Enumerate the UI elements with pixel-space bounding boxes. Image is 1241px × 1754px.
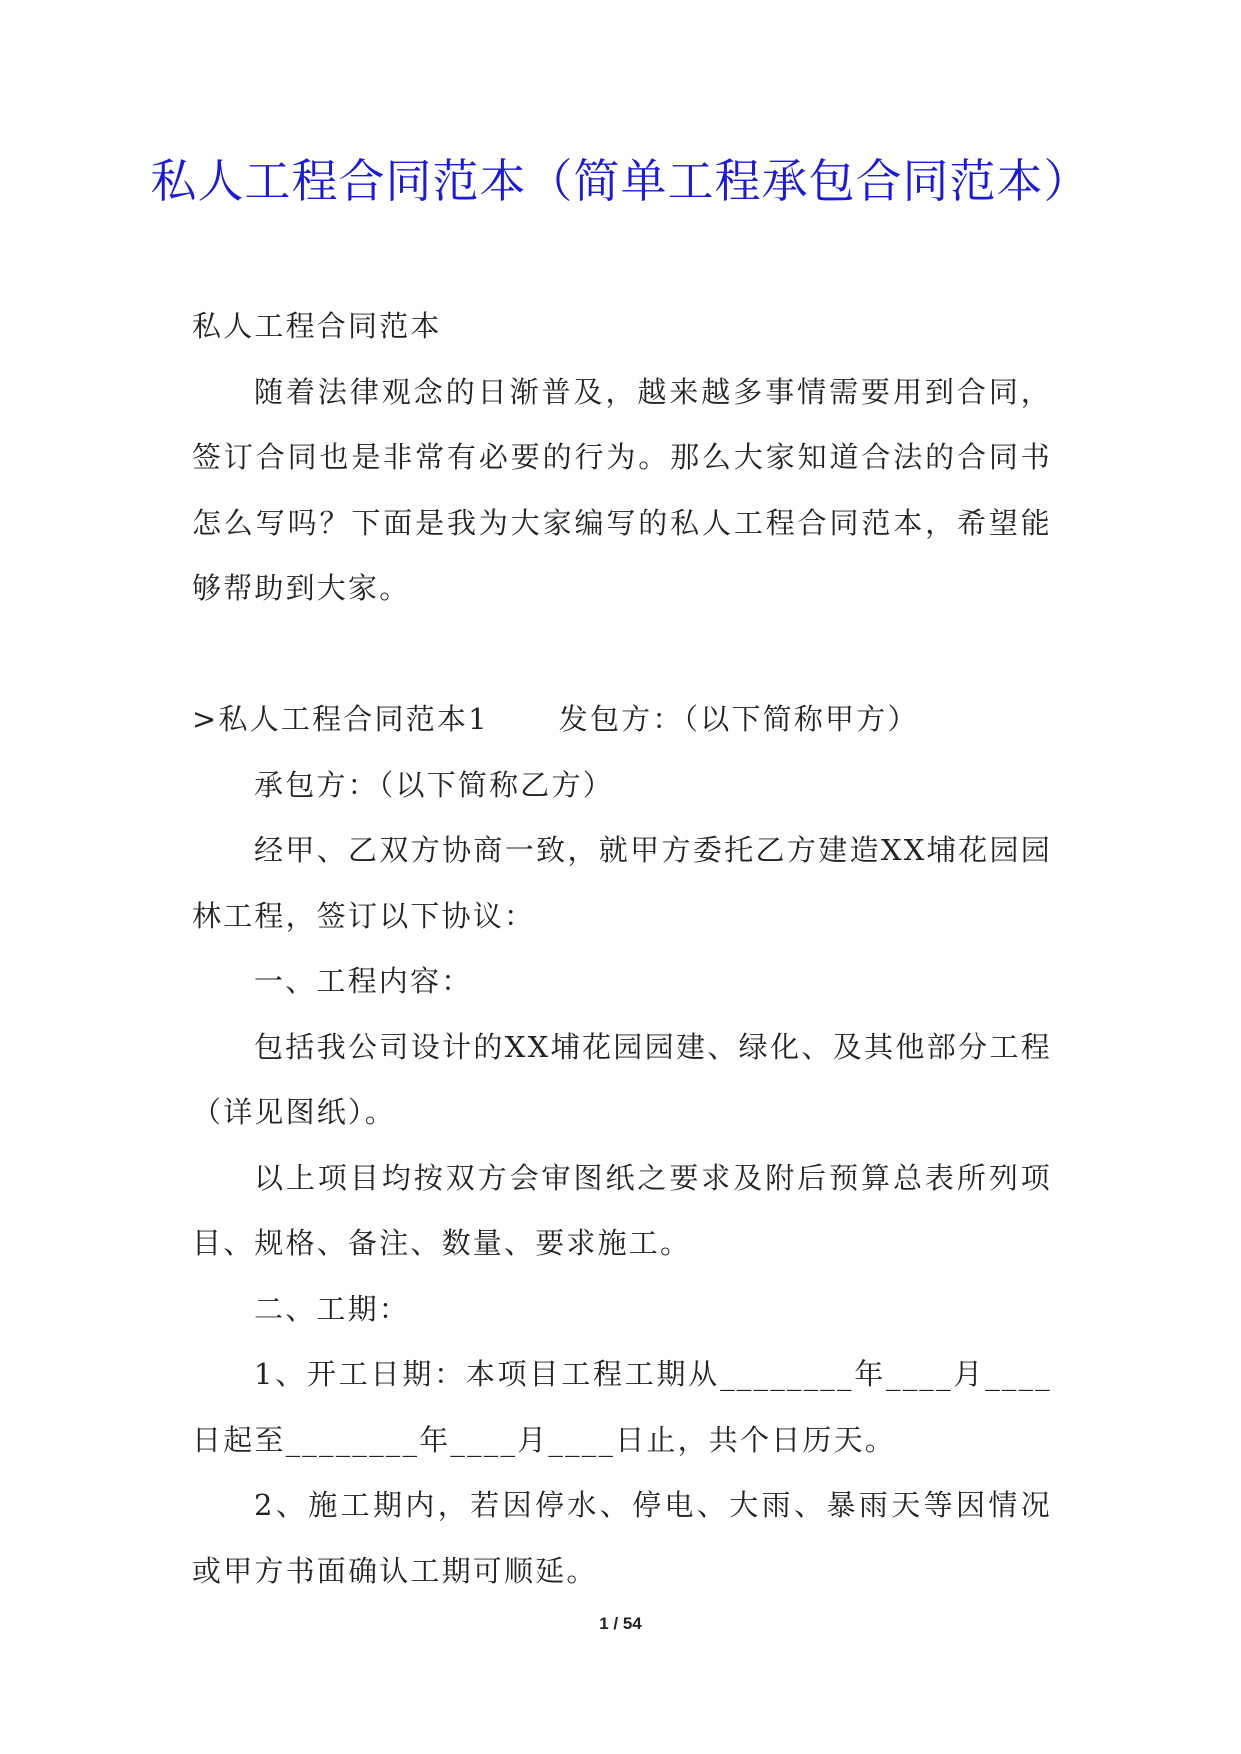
party-b-line: 承包方：（以下简称乙方）	[254, 767, 614, 802]
clause-one-note: 以上项目均按双方会审图纸之要求及附后预算总表所列项目、规格、备注、数量、要求施工。	[192, 1160, 1052, 1260]
clause-two-item-1: 1、开工日期：本项目工程工期从________年____月____日起至________年____月____日止，共个日历天。	[192, 1357, 1052, 1457]
paragraph-gap	[192, 622, 1052, 688]
agreement-intro-paragraph: 经甲、乙双方协商一致，就甲方委托乙方建造XX埔花园园林工程，签订以下协议：	[192, 833, 1052, 933]
document-body	[192, 294, 1052, 1604]
clause-two-item-2: 2、施工期内，若因停水、停电、大雨、暴雨天等因情况或甲方书面确认工期可顺延。	[192, 1488, 1052, 1588]
page-number: 1 / 54	[599, 1614, 642, 1633]
section-heading-line	[192, 687, 1052, 753]
document-title: 私人工程合同范本（简单工程承包合同范本）	[150, 154, 1091, 208]
party-a-line: 发包方：（以下简称甲方）	[558, 702, 919, 736]
document-subtitle: 私人工程合同范本	[192, 309, 442, 343]
section-heading: >私人工程合同范本1	[192, 702, 489, 736]
clause-two-heading: 二、工期：	[254, 1291, 411, 1326]
clause-one-text: 包括我公司设计的XX埔花园园建、绿化、及其他部分工程（详见图纸）。	[192, 1029, 1052, 1129]
clause-one-heading: 一、工程内容：	[254, 964, 473, 998]
intro-paragraph: 随着法律观念的日渐普及，越来越多事情需要用到合同，签订合同也是非常有必要的行为。那么大家知道合法的合同书怎么写吗？下面是我为大家编写的私人工程合同范本，希望能够帮助到大家。	[192, 374, 1052, 605]
